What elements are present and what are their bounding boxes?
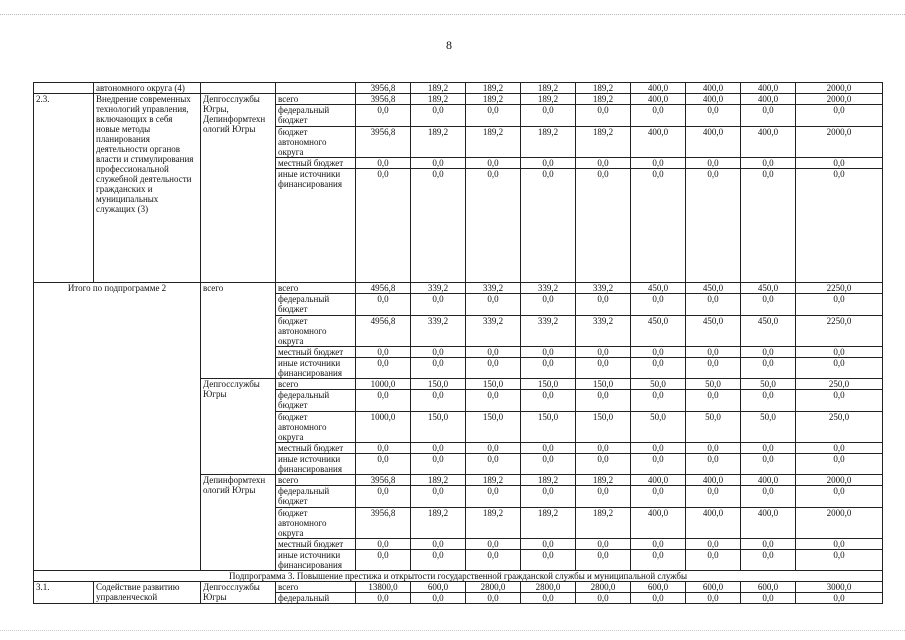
value-cell: 600,0 — [741, 582, 796, 593]
funding-source: всего — [276, 379, 356, 390]
value-cell: 400,0 — [631, 475, 686, 486]
value-cell: 0,0 — [576, 593, 631, 604]
value-cell: 189,2 — [466, 127, 521, 158]
value-cell: 0,0 — [356, 593, 411, 604]
value-cell: 0,0 — [576, 158, 631, 169]
value-cell: 0,0 — [741, 390, 796, 412]
value-cell: 339,2 — [411, 283, 466, 294]
table-row — [34, 94, 883, 105]
value-cell: 0,0 — [796, 358, 883, 379]
value-cell: 0,0 — [356, 390, 411, 412]
value-cell: 450,0 — [686, 283, 741, 294]
value-cell: 0,0 — [356, 347, 411, 358]
value-cell: 0,0 — [686, 358, 741, 379]
item-number: 3.1. — [34, 582, 94, 604]
value-cell: 189,2 — [466, 94, 521, 105]
value-cell: 0,0 — [741, 105, 796, 127]
empty-cell — [34, 83, 94, 94]
value-cell: 0,0 — [466, 539, 521, 550]
value-cell: 400,0 — [631, 127, 686, 158]
bottom-scan-line — [0, 630, 905, 631]
value-cell: 0,0 — [741, 358, 796, 379]
value-cell: 0,0 — [686, 550, 741, 571]
value-cell: 3956,8 — [356, 475, 411, 486]
value-cell: 400,0 — [741, 83, 796, 94]
table-body — [34, 83, 883, 604]
value-cell: 250,0 — [796, 412, 883, 443]
value-cell: 0,0 — [356, 358, 411, 379]
value-cell: 189,2 — [576, 508, 631, 539]
value-cell: 0,0 — [466, 358, 521, 379]
value-cell: 189,2 — [411, 508, 466, 539]
value-cell: 0,0 — [796, 105, 883, 127]
value-cell: 400,0 — [686, 94, 741, 105]
value-cell: 450,0 — [631, 316, 686, 347]
value-cell: 3956,8 — [356, 83, 411, 94]
value-cell: 0,0 — [796, 539, 883, 550]
value-cell: 2250,0 — [796, 316, 883, 347]
value-cell: 0,0 — [521, 358, 576, 379]
value-cell: 0,0 — [466, 550, 521, 571]
value-cell: 50,0 — [631, 379, 686, 390]
value-cell: 0,0 — [741, 486, 796, 508]
budget-table — [33, 82, 883, 604]
value-cell: 0,0 — [466, 347, 521, 358]
funding-source: федеральный — [276, 593, 356, 604]
value-cell: 0,0 — [576, 539, 631, 550]
value-cell: 189,2 — [521, 127, 576, 158]
value-cell: 2000,0 — [796, 127, 883, 158]
value-cell: 50,0 — [686, 379, 741, 390]
value-cell: 2000,0 — [796, 94, 883, 105]
value-cell: 400,0 — [631, 94, 686, 105]
value-cell: 1000,0 — [356, 412, 411, 443]
value-cell: 0,0 — [521, 390, 576, 412]
value-cell: 0,0 — [411, 169, 466, 283]
value-cell: 0,0 — [411, 358, 466, 379]
value-cell: 3956,8 — [356, 508, 411, 539]
funding-source: всего — [276, 283, 356, 294]
value-cell: 0,0 — [576, 294, 631, 316]
page-number: 8 — [446, 38, 452, 52]
table-row — [34, 83, 883, 94]
value-cell: 0,0 — [631, 486, 686, 508]
value-cell: 13800,0 — [356, 582, 411, 593]
value-cell: 0,0 — [521, 593, 576, 604]
value-cell: 0,0 — [356, 169, 411, 283]
value-cell: 0,0 — [411, 454, 466, 475]
value-cell: 0,0 — [741, 593, 796, 604]
value-cell: 0,0 — [576, 550, 631, 571]
value-cell: 0,0 — [631, 105, 686, 127]
subprogram-title: Подпрограмма 3. Повышение престижа и открытости государственной гражданской службы и муниципальной службы — [34, 571, 883, 582]
value-cell: 339,2 — [576, 316, 631, 347]
value-cell: 0,0 — [466, 105, 521, 127]
value-cell: 0,0 — [631, 347, 686, 358]
value-cell: 0,0 — [411, 443, 466, 454]
value-cell: 0,0 — [631, 169, 686, 283]
value-cell: 189,2 — [576, 94, 631, 105]
value-cell: 0,0 — [631, 158, 686, 169]
value-cell: 0,0 — [356, 294, 411, 316]
value-cell: 339,2 — [411, 316, 466, 347]
value-cell: 450,0 — [686, 316, 741, 347]
value-cell: 150,0 — [411, 379, 466, 390]
value-cell: 3956,8 — [356, 127, 411, 158]
value-cell: 0,0 — [686, 347, 741, 358]
value-cell: 0,0 — [686, 443, 741, 454]
value-cell: 0,0 — [356, 105, 411, 127]
value-cell: 0,0 — [466, 593, 521, 604]
value-cell: 150,0 — [576, 379, 631, 390]
value-cell: 0,0 — [741, 539, 796, 550]
table-row — [34, 571, 883, 582]
budget-table-wrapper — [33, 82, 882, 603]
value-cell: 0,0 — [411, 539, 466, 550]
value-cell: 0,0 — [741, 550, 796, 571]
value-cell: 0,0 — [796, 347, 883, 358]
item-number: 2.3. — [34, 94, 94, 283]
funding-source: всего — [276, 582, 356, 593]
value-cell: 0,0 — [796, 550, 883, 571]
value-cell: 0,0 — [631, 593, 686, 604]
value-cell: 0,0 — [356, 454, 411, 475]
value-cell: 0,0 — [356, 158, 411, 169]
value-cell: 400,0 — [741, 127, 796, 158]
value-cell: 600,0 — [631, 582, 686, 593]
value-cell: 189,2 — [411, 83, 466, 94]
value-cell: 0,0 — [466, 169, 521, 283]
funding-source: федеральный бюджет — [276, 294, 356, 316]
value-cell: 0,0 — [796, 443, 883, 454]
value-cell: 0,0 — [521, 443, 576, 454]
value-cell: 0,0 — [796, 486, 883, 508]
value-cell: 0,0 — [411, 105, 466, 127]
value-cell: 0,0 — [686, 169, 741, 283]
value-cell: 339,2 — [521, 316, 576, 347]
value-cell: 150,0 — [576, 412, 631, 443]
value-cell: 50,0 — [686, 412, 741, 443]
value-cell: 189,2 — [466, 83, 521, 94]
funding-source: местный бюджет — [276, 347, 356, 358]
empty-cell — [201, 83, 276, 94]
value-cell: 0,0 — [686, 454, 741, 475]
value-cell: 400,0 — [686, 508, 741, 539]
value-cell: 189,2 — [466, 508, 521, 539]
value-cell: 189,2 — [576, 475, 631, 486]
value-cell: 0,0 — [576, 454, 631, 475]
value-cell: 400,0 — [741, 94, 796, 105]
value-cell: 0,0 — [796, 454, 883, 475]
value-cell: 400,0 — [686, 127, 741, 158]
funding-source: бюджет автономного округа — [276, 316, 356, 347]
value-cell: 189,2 — [576, 127, 631, 158]
table-row — [34, 582, 883, 593]
value-cell: 0,0 — [521, 294, 576, 316]
value-cell: 339,2 — [521, 283, 576, 294]
value-cell: 0,0 — [741, 443, 796, 454]
value-cell: 339,2 — [466, 283, 521, 294]
value-cell: 0,0 — [741, 454, 796, 475]
value-cell: 0,0 — [796, 294, 883, 316]
value-cell: 189,2 — [521, 508, 576, 539]
value-cell: 0,0 — [576, 443, 631, 454]
item-executor: Депгосслужбы Югры — [201, 582, 276, 604]
value-cell: 0,0 — [411, 550, 466, 571]
value-cell: 0,0 — [466, 158, 521, 169]
value-cell: 3000,0 — [796, 582, 883, 593]
value-cell: 0,0 — [466, 443, 521, 454]
item-name: Содействие развитию управленческой — [94, 582, 201, 604]
value-cell: 0,0 — [411, 593, 466, 604]
value-cell: 600,0 — [411, 582, 466, 593]
value-cell: 150,0 — [466, 379, 521, 390]
value-cell: 0,0 — [411, 294, 466, 316]
value-cell: 0,0 — [686, 539, 741, 550]
value-cell: 400,0 — [631, 508, 686, 539]
value-cell: 400,0 — [686, 475, 741, 486]
value-cell: 0,0 — [576, 105, 631, 127]
funding-source: местный бюджет — [276, 539, 356, 550]
value-cell: 189,2 — [521, 83, 576, 94]
value-cell: 2800,0 — [466, 582, 521, 593]
value-cell: 189,2 — [521, 475, 576, 486]
value-cell: 0,0 — [741, 294, 796, 316]
item-executor: Депгосслужбы Югры, Депинформтехн ологий Югры — [201, 94, 276, 283]
value-cell: 0,0 — [411, 390, 466, 412]
funding-source: бюджет автономного округа — [276, 412, 356, 443]
value-cell: 4956,8 — [356, 316, 411, 347]
subprogram-total-label: Итого по подпрограмме 2 — [34, 283, 201, 571]
funding-source: иные источники финансирования — [276, 454, 356, 475]
value-cell: 0,0 — [631, 443, 686, 454]
value-cell: 0,0 — [631, 390, 686, 412]
value-cell: 0,0 — [686, 486, 741, 508]
value-cell: 150,0 — [521, 412, 576, 443]
value-cell: 0,0 — [686, 158, 741, 169]
value-cell: 2000,0 — [796, 475, 883, 486]
value-cell: 0,0 — [466, 486, 521, 508]
value-cell: 189,2 — [411, 94, 466, 105]
funding-source: бюджет автономного округа — [276, 508, 356, 539]
value-cell: 150,0 — [521, 379, 576, 390]
group-executor: Депгосслужбы Югры — [201, 379, 276, 475]
value-cell: 0,0 — [521, 158, 576, 169]
value-cell: 0,0 — [576, 486, 631, 508]
value-cell: 50,0 — [741, 379, 796, 390]
value-cell: 0,0 — [631, 454, 686, 475]
value-cell: 0,0 — [411, 158, 466, 169]
item-name: Внедрение современных технологий управления, включающих в себя новые методы планирования деятельности органов власти и стимулирования профессиональной служебной деятельности гражданских и муниципальных служащих (3) — [94, 94, 201, 283]
value-cell: 0,0 — [466, 454, 521, 475]
value-cell: 0,0 — [631, 294, 686, 316]
value-cell: 50,0 — [741, 412, 796, 443]
value-cell: 400,0 — [631, 83, 686, 94]
value-cell: 0,0 — [686, 593, 741, 604]
value-cell: 3956,8 — [356, 94, 411, 105]
value-cell: 0,0 — [466, 294, 521, 316]
value-cell: 0,0 — [796, 158, 883, 169]
value-cell: 1000,0 — [356, 379, 411, 390]
value-cell: 0,0 — [576, 390, 631, 412]
value-cell: 2000,0 — [796, 83, 883, 94]
value-cell: 0,0 — [576, 169, 631, 283]
value-cell: 0,0 — [356, 486, 411, 508]
value-cell: 189,2 — [411, 127, 466, 158]
value-cell: 400,0 — [741, 475, 796, 486]
top-scan-line — [0, 14, 905, 15]
funding-source: местный бюджет — [276, 158, 356, 169]
header-row-text: автономного округа (4) — [94, 83, 201, 94]
funding-source: бюджет автономного округа — [276, 127, 356, 158]
funding-source: иные источники финансирования — [276, 169, 356, 283]
value-cell: 2800,0 — [521, 582, 576, 593]
empty-cell — [276, 83, 356, 94]
funding-source: федеральный бюджет — [276, 105, 356, 127]
value-cell: 189,2 — [576, 83, 631, 94]
value-cell: 339,2 — [576, 283, 631, 294]
value-cell: 50,0 — [631, 412, 686, 443]
value-cell: 0,0 — [521, 550, 576, 571]
value-cell: 2800,0 — [576, 582, 631, 593]
value-cell: 0,0 — [521, 105, 576, 127]
value-cell: 450,0 — [631, 283, 686, 294]
value-cell: 0,0 — [356, 443, 411, 454]
value-cell: 0,0 — [411, 347, 466, 358]
value-cell: 250,0 — [796, 379, 883, 390]
value-cell: 0,0 — [631, 550, 686, 571]
value-cell: 4956,8 — [356, 283, 411, 294]
value-cell: 0,0 — [686, 105, 741, 127]
value-cell: 0,0 — [466, 390, 521, 412]
value-cell: 0,0 — [576, 358, 631, 379]
value-cell: 2000,0 — [796, 508, 883, 539]
funding-source: иные источники финансирования — [276, 358, 356, 379]
value-cell: 150,0 — [411, 412, 466, 443]
funding-source: всего — [276, 475, 356, 486]
value-cell: 189,2 — [411, 475, 466, 486]
funding-source: федеральный бюджет — [276, 486, 356, 508]
value-cell: 339,2 — [466, 316, 521, 347]
funding-source: всего — [276, 94, 356, 105]
value-cell: 0,0 — [521, 539, 576, 550]
value-cell: 0,0 — [741, 158, 796, 169]
value-cell: 0,0 — [796, 390, 883, 412]
value-cell: 600,0 — [686, 582, 741, 593]
value-cell: 400,0 — [686, 83, 741, 94]
value-cell: 189,2 — [521, 94, 576, 105]
value-cell: 0,0 — [741, 169, 796, 283]
value-cell: 0,0 — [521, 454, 576, 475]
value-cell: 400,0 — [741, 508, 796, 539]
value-cell: 450,0 — [741, 283, 796, 294]
value-cell: 0,0 — [741, 347, 796, 358]
value-cell: 0,0 — [796, 169, 883, 283]
value-cell: 0,0 — [521, 486, 576, 508]
group-executor: Депинформтехн ологий Югры — [201, 475, 276, 571]
value-cell: 0,0 — [521, 169, 576, 283]
value-cell: 0,0 — [576, 347, 631, 358]
value-cell: 0,0 — [631, 358, 686, 379]
value-cell: 0,0 — [796, 593, 883, 604]
funding-source: иные источники финансирования — [276, 550, 356, 571]
value-cell: 150,0 — [466, 412, 521, 443]
table-row — [34, 283, 883, 294]
funding-source: федеральный бюджет — [276, 390, 356, 412]
value-cell: 450,0 — [741, 316, 796, 347]
value-cell: 0,0 — [356, 550, 411, 571]
group-executor: всего — [201, 283, 276, 379]
value-cell: 2250,0 — [796, 283, 883, 294]
value-cell: 0,0 — [411, 486, 466, 508]
value-cell: 0,0 — [356, 539, 411, 550]
value-cell: 0,0 — [631, 539, 686, 550]
funding-source: местный бюджет — [276, 443, 356, 454]
value-cell: 0,0 — [686, 390, 741, 412]
value-cell: 0,0 — [686, 294, 741, 316]
value-cell: 0,0 — [521, 347, 576, 358]
value-cell: 189,2 — [466, 475, 521, 486]
